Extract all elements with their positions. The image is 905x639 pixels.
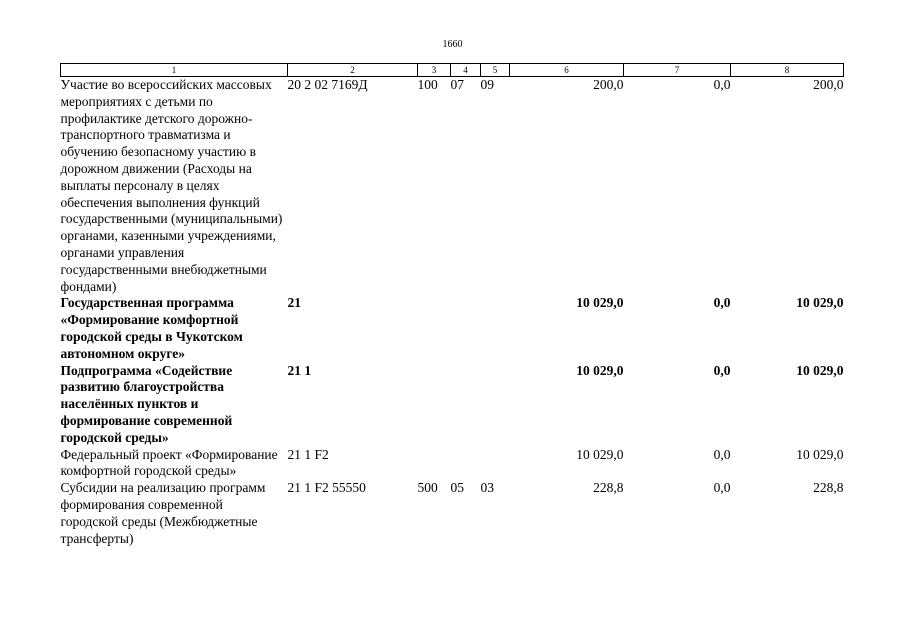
row-code: 21 [287, 295, 301, 311]
page-number: 1660 [442, 39, 463, 50]
row-change: 0,0 [713, 446, 731, 462]
row-pr [481, 295, 510, 362]
row-change: 0,0 [713, 480, 731, 496]
row-change: 0,0 [713, 77, 731, 92]
column-header-1: 1 [61, 64, 288, 77]
row-total: 10 029,0 [796, 446, 844, 462]
row-amount: 10 029,0 [576, 362, 624, 378]
row-change: 0,0 [713, 295, 731, 311]
column-header-3: 3 [418, 64, 451, 77]
row-pr [481, 363, 510, 447]
row-pr [481, 447, 510, 481]
column-header-4: 4 [451, 64, 481, 77]
row-code: 21 1 [287, 362, 312, 378]
table-row [61, 363, 844, 447]
column-header-2: 2 [288, 64, 418, 77]
column-header-5: 5 [481, 64, 510, 77]
row-amount: 10 029,0 [576, 295, 624, 311]
row-vr [418, 295, 451, 362]
row-rz [451, 363, 481, 447]
column-header-8: 8 [731, 64, 844, 77]
row-name: Участие во всероссийских массовых мероприятиях с детьми по профилактике детского дорожно-транспортного травматизма и обучению безопасному участию в дорожном движении (Расходы на выплаты персоналу в целях обеспечения выполнения функций государственными (муниципальными) органами, казенными учреждениями, органами управления государственными внебюджетными фондами) [60, 77, 283, 294]
budget-table [60, 63, 844, 547]
row-total: 200,0 [813, 77, 844, 92]
row-name: Субсидии на реализацию программ формирования современной городской среды (Межбюджетные трансферты) [60, 480, 266, 546]
row-name: Федеральный проект «Формирование комфортной городской среды» [60, 446, 278, 479]
table-row [61, 295, 844, 362]
row-rz: 07 [450, 77, 464, 92]
row-amount: 10 029,0 [576, 446, 624, 462]
row-code: 20 2 02 7169Д [287, 77, 368, 92]
column-header-7: 7 [624, 64, 731, 77]
row-rz [451, 295, 481, 362]
row-amount: 228,8 [593, 480, 624, 496]
row-pr: 09 [480, 77, 494, 92]
row-pr: 03 [480, 480, 494, 496]
row-rz: 05 [450, 480, 464, 496]
row-total: 10 029,0 [796, 362, 844, 378]
row-vr: 500 [417, 480, 438, 496]
row-code: 21 1 F2 [287, 446, 329, 462]
row-rz [451, 447, 481, 481]
row-code: 21 1 F2 55550 [287, 480, 366, 496]
header-row [61, 64, 844, 77]
column-header-6: 6 [510, 64, 624, 77]
row-vr [418, 447, 451, 481]
table-row [61, 447, 844, 481]
row-change: 0,0 [713, 362, 731, 378]
row-vr: 100 [417, 77, 438, 92]
row-name: Государственная программа «Формирование комфортной городской среды в Чукотском автономном округе» [60, 295, 243, 361]
row-amount: 200,0 [593, 77, 624, 92]
table-row [61, 77, 844, 296]
row-total: 10 029,0 [796, 295, 844, 311]
row-total: 228,8 [813, 480, 844, 496]
row-name: Подпрограмма «Содействие развитию благоустройства населённых пунктов и формирование современной городской среды» [60, 362, 233, 445]
table-row [61, 480, 844, 547]
row-vr [418, 363, 451, 447]
